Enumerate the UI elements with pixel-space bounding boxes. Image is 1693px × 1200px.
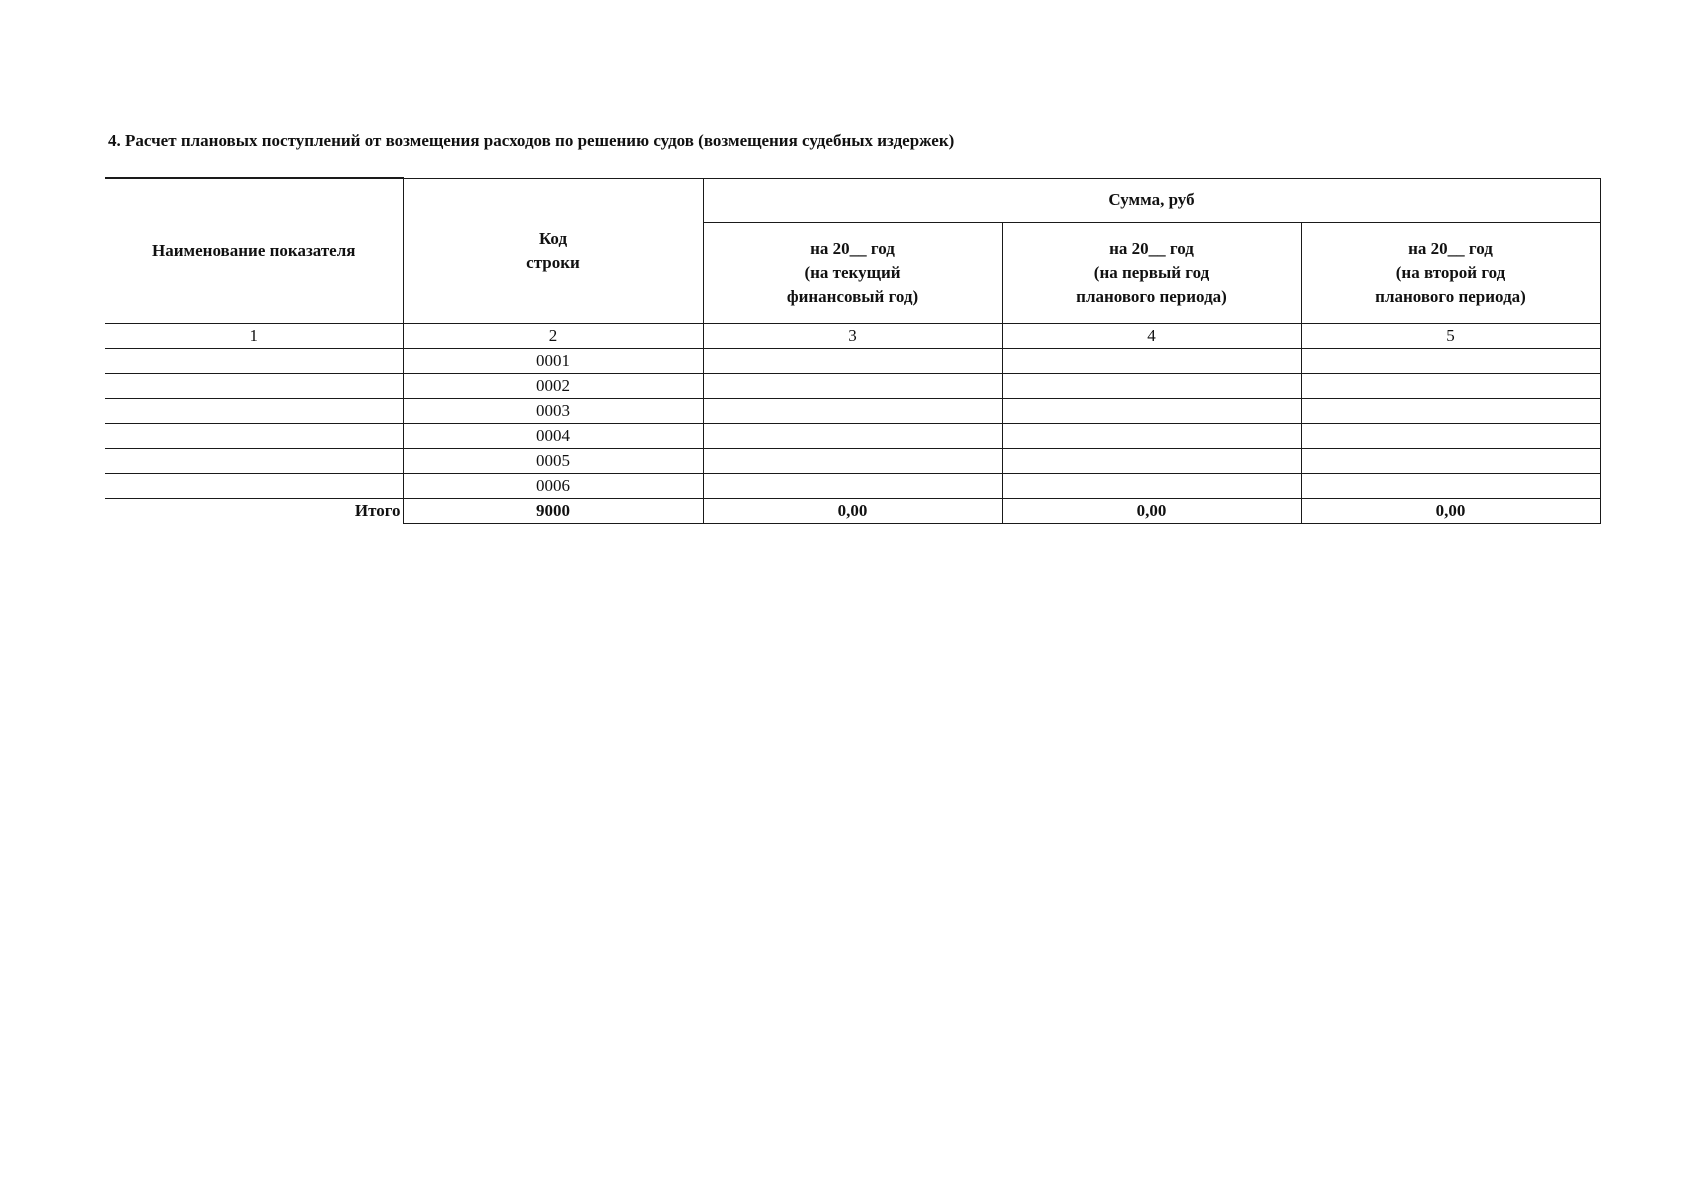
row-value-second[interactable]: [1301, 348, 1600, 373]
row-name-cell[interactable]: [105, 373, 403, 398]
period-line3: финансовый год): [786, 286, 919, 306]
row-value-current[interactable]: [703, 448, 1002, 473]
period-line1: на 20__ год: [1408, 238, 1493, 258]
row-name-cell[interactable]: [105, 473, 403, 498]
row-value-first[interactable]: [1002, 348, 1301, 373]
period-line3: планового периода): [1076, 286, 1227, 306]
period-line1: на 20__ год: [1109, 238, 1194, 258]
header-period-first: [1002, 222, 1301, 323]
row-value-current[interactable]: [703, 398, 1002, 423]
table-row: [105, 423, 1600, 448]
table-row: [105, 373, 1600, 398]
period-line2: (на текущий: [804, 262, 901, 282]
total-value-first: 0,00: [1002, 498, 1301, 523]
table-row: [105, 398, 1600, 423]
row-code-cell: 0003: [403, 398, 703, 423]
header-code-label-line1: Код: [538, 228, 568, 248]
total-value-second: 0,00: [1301, 498, 1600, 523]
row-value-current[interactable]: [703, 348, 1002, 373]
row-value-current[interactable]: [703, 373, 1002, 398]
table-row: [105, 448, 1600, 473]
column-number: 2: [403, 323, 703, 348]
total-row: [105, 498, 1600, 523]
column-number: 3: [703, 323, 1002, 348]
header-sum-group: [703, 178, 1600, 222]
header-code-label-line2: строки: [526, 252, 580, 272]
row-code-cell: 0001: [403, 348, 703, 373]
row-value-second[interactable]: [1301, 373, 1600, 398]
row-value-first[interactable]: [1002, 398, 1301, 423]
header-period-second: [1301, 222, 1600, 323]
period-line3: планового периода): [1375, 286, 1526, 306]
period-line2: (на второй год: [1395, 262, 1506, 282]
table-row: [105, 348, 1600, 373]
row-name-cell[interactable]: [105, 348, 403, 373]
row-value-current[interactable]: [703, 423, 1002, 448]
row-value-second[interactable]: [1301, 448, 1600, 473]
row-value-first[interactable]: [1002, 373, 1301, 398]
row-value-first[interactable]: [1002, 473, 1301, 498]
total-code: 9000: [403, 498, 703, 523]
period-line2: (на первый год: [1093, 262, 1210, 282]
total-label: Итого: [105, 498, 403, 523]
row-value-second[interactable]: [1301, 398, 1600, 423]
row-value-second[interactable]: [1301, 423, 1600, 448]
header-row-1: [105, 178, 1600, 222]
total-value-current: 0,00: [703, 498, 1002, 523]
period-line1: на 20__ год: [810, 238, 895, 258]
row-value-first[interactable]: [1002, 448, 1301, 473]
column-number: 5: [1301, 323, 1600, 348]
header-code-cell: [403, 178, 703, 323]
column-number: 4: [1002, 323, 1301, 348]
row-code-cell: 0002: [403, 373, 703, 398]
row-value-second[interactable]: [1301, 473, 1600, 498]
row-code-cell: 0006: [403, 473, 703, 498]
planned-receipts-table: [105, 177, 1601, 524]
header-name-label: Наименование показателя: [152, 240, 356, 260]
row-code-cell: 0004: [403, 423, 703, 448]
section-title: 4. Расчет плановых поступлений от возмещения расходов по решению судов (возмещения судебных издержек): [108, 131, 955, 150]
row-name-cell[interactable]: [105, 423, 403, 448]
row-value-current[interactable]: [703, 473, 1002, 498]
header-name-cell: [105, 178, 403, 323]
row-name-cell[interactable]: [105, 398, 403, 423]
column-number: 1: [105, 323, 403, 348]
column-number-row: [105, 323, 1600, 348]
header-sum-label: Сумма, руб: [1108, 190, 1195, 209]
row-code-cell: 0005: [403, 448, 703, 473]
row-value-first[interactable]: [1002, 423, 1301, 448]
header-period-current: [703, 222, 1002, 323]
row-name-cell[interactable]: [105, 448, 403, 473]
table-row: [105, 473, 1600, 498]
